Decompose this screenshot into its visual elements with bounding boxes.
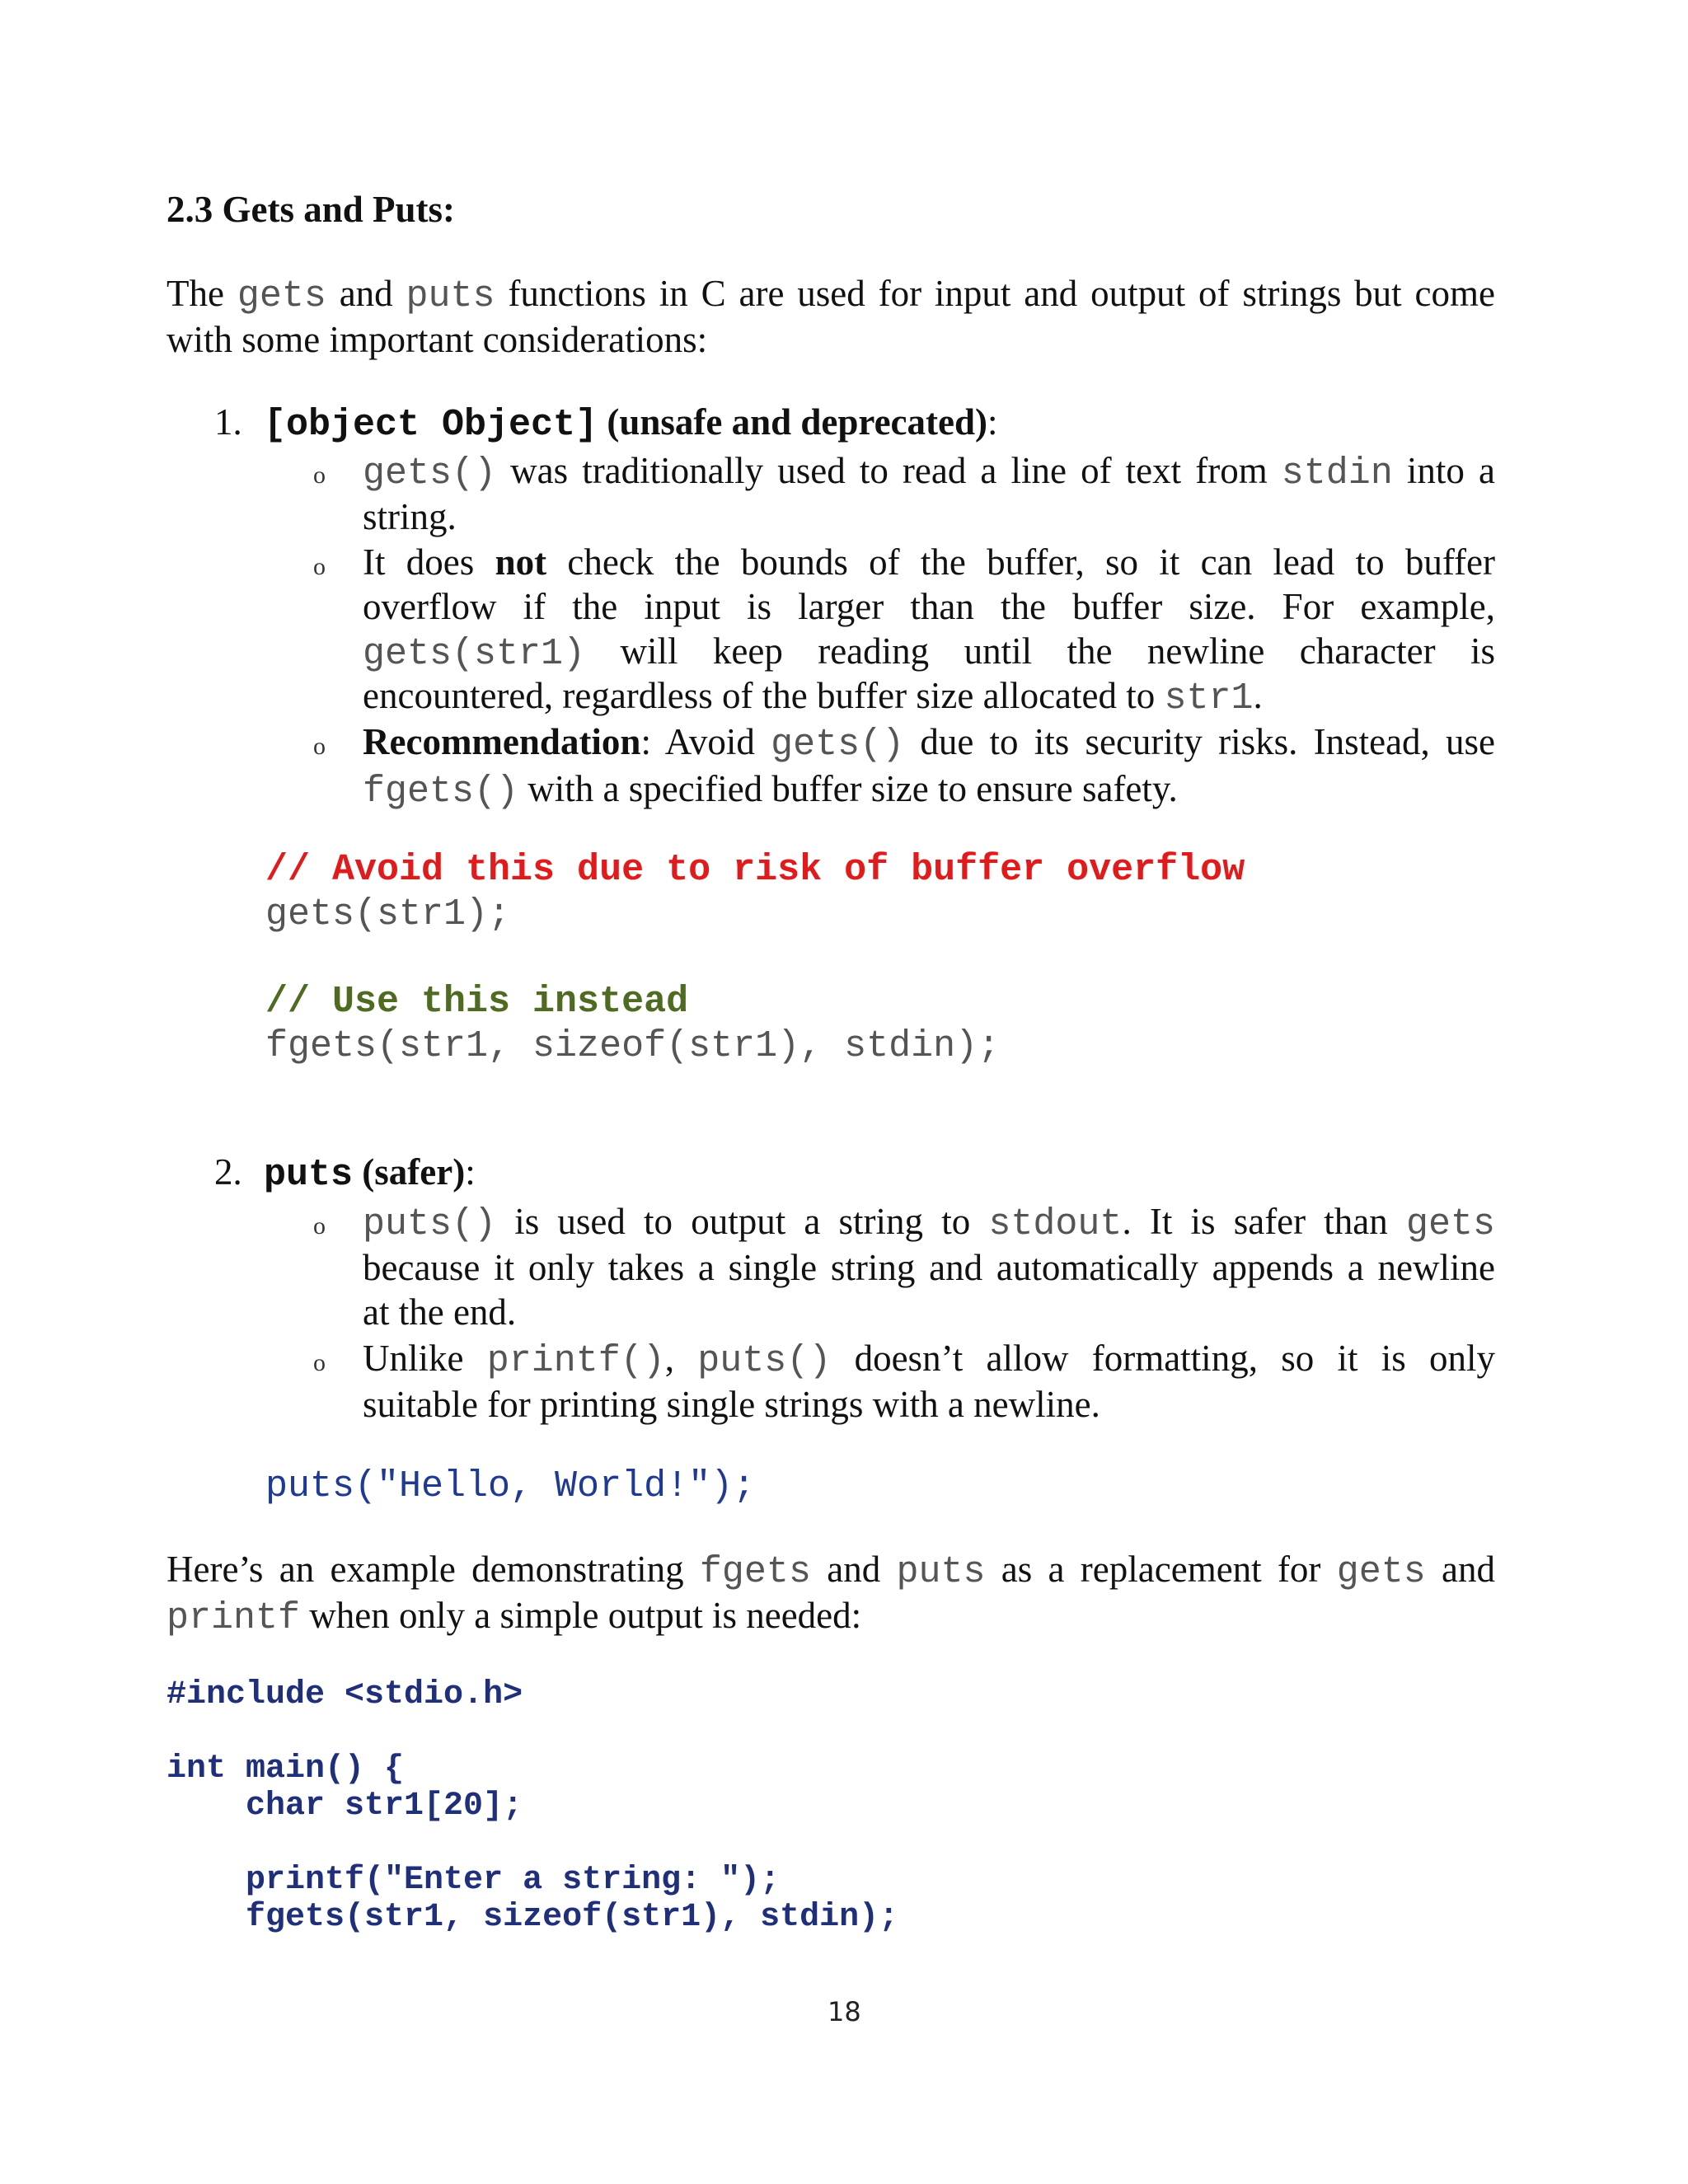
text: check the bounds of the buffer, so it can lead to buffer (546, 541, 1495, 583)
bullet-marker: o (313, 553, 326, 580)
text: and (810, 1549, 897, 1590)
text: encountered, regardless of the buffer size allocated to (363, 675, 1165, 716)
inline-code: stdin (1281, 452, 1393, 494)
code-line-char: char str1[20]; (166, 1788, 523, 1825)
code-comment-avoid: // Avoid this due to risk of buffer overflow (265, 849, 1245, 891)
bullet-1-2-line-2: overflow if the input is larger than the buffer size. For example, (363, 586, 1495, 627)
inline-code: printf() (486, 1340, 665, 1382)
list-item-2-number: 2. (214, 1151, 242, 1193)
heading-label: (safer) (353, 1151, 466, 1193)
inline-code: fgets (699, 1551, 811, 1593)
text: into a (1392, 450, 1495, 491)
bullet-1-2-line-4 (363, 673, 1263, 722)
text: functions in C are used for input and output of strings but come (495, 273, 1495, 314)
inline-code: gets (1405, 1203, 1495, 1245)
text: : (465, 1151, 476, 1193)
text: The (166, 273, 237, 314)
intro-line-2: with some important considerations: (166, 319, 708, 360)
text: : Avoid (640, 721, 771, 762)
bullet-1-1-line-1 (363, 448, 1495, 497)
inline-code: gets() (363, 452, 497, 494)
inline-code: puts() (363, 1203, 497, 1245)
text: . It is safer than (1122, 1201, 1406, 1242)
text: Unlike (363, 1338, 487, 1379)
text: and (326, 273, 406, 314)
text: is used to output a string to (496, 1201, 989, 1242)
bullet-marker: o (313, 1212, 326, 1240)
code-line-main: int main() { (166, 1750, 405, 1788)
code-line-printf: printf("Enter a string: "); (166, 1862, 781, 1899)
bullet-1-3-line-1 (363, 719, 1495, 768)
text: Here’s an example demonstrating (166, 1549, 700, 1590)
text: when only a simple output is needed: (300, 1595, 862, 1636)
text: : (987, 401, 998, 443)
text: It does (363, 541, 495, 583)
section-heading: 2.3 Gets and Puts: (166, 189, 456, 230)
bullet-2-2-line-2: suitable for printing single strings with a newline. (363, 1384, 1100, 1425)
inline-code: puts (264, 1154, 354, 1196)
text: . (1253, 675, 1263, 716)
heading-label: (unsafe and deprecated) (598, 401, 987, 443)
bullet-1-1-line-2: string. (363, 496, 457, 537)
bullet-1-3-line-2 (363, 766, 1178, 815)
inline-code: puts() (697, 1340, 832, 1382)
text: doesn’t allow formatting, so it is only (831, 1338, 1496, 1379)
inline-code: puts (896, 1551, 986, 1593)
bullet-1-2-line-1 (363, 539, 1495, 585)
inline-code: puts (406, 275, 495, 317)
bullet-marker: o (313, 1349, 326, 1376)
bullet-2-1-line-3: at the end. (363, 1291, 517, 1333)
code-line-fgets: fgets(str1, sizeof(str1), stdin); (265, 1025, 1001, 1067)
inline-code: [object Object] (264, 404, 598, 446)
bullet-2-1-line-1 (363, 1198, 1495, 1248)
page-number: 18 (828, 1996, 861, 2027)
example-line-1 (166, 1546, 1495, 1596)
bullet-2-2-line-1 (363, 1335, 1495, 1385)
code-line-include: #include <stdio.h> (166, 1676, 523, 1713)
text: was traditionally used to read a line of text from (496, 450, 1282, 491)
list-item-2-heading (264, 1149, 476, 1198)
inline-code: gets() (771, 724, 905, 766)
inline-code: fgets() (363, 771, 519, 813)
text: due to its security risks. Instead, use (904, 721, 1495, 762)
list-item-1-number: 1. (214, 401, 242, 443)
inline-code: printf (166, 1597, 301, 1639)
inline-code: stdout (988, 1203, 1123, 1245)
code-comment-use: // Use this instead (265, 981, 689, 1023)
text: will keep reading until the newline character is (585, 630, 1495, 672)
example-line-2 (166, 1592, 861, 1642)
text: with a specified buffer size to ensure safety. (518, 768, 1178, 809)
bold-text: Recommendation (363, 721, 641, 762)
text: and (1425, 1549, 1495, 1590)
code-line-gets: gets(str1); (265, 893, 511, 935)
intro-line-1 (166, 270, 1495, 320)
inline-code: str1 (1164, 677, 1254, 719)
inline-code: gets (237, 275, 326, 317)
bullet-marker: o (313, 462, 326, 489)
bullet-marker: o (313, 733, 326, 760)
code-line-fgets: fgets(str1, sizeof(str1), stdin); (166, 1899, 899, 1936)
bold-text: not (495, 541, 547, 583)
code-line-puts: puts("Hello, World!"); (265, 1465, 756, 1507)
list-item-1-heading (264, 399, 998, 448)
bullet-1-2-line-3 (363, 628, 1495, 677)
text: , (664, 1338, 698, 1379)
inline-code: gets(str1) (363, 633, 586, 675)
text: as a replacement for (985, 1549, 1337, 1590)
inline-code: gets (1336, 1551, 1426, 1593)
bullet-2-1-line-2: because it only takes a single string and automatically appends a newline (363, 1247, 1495, 1288)
